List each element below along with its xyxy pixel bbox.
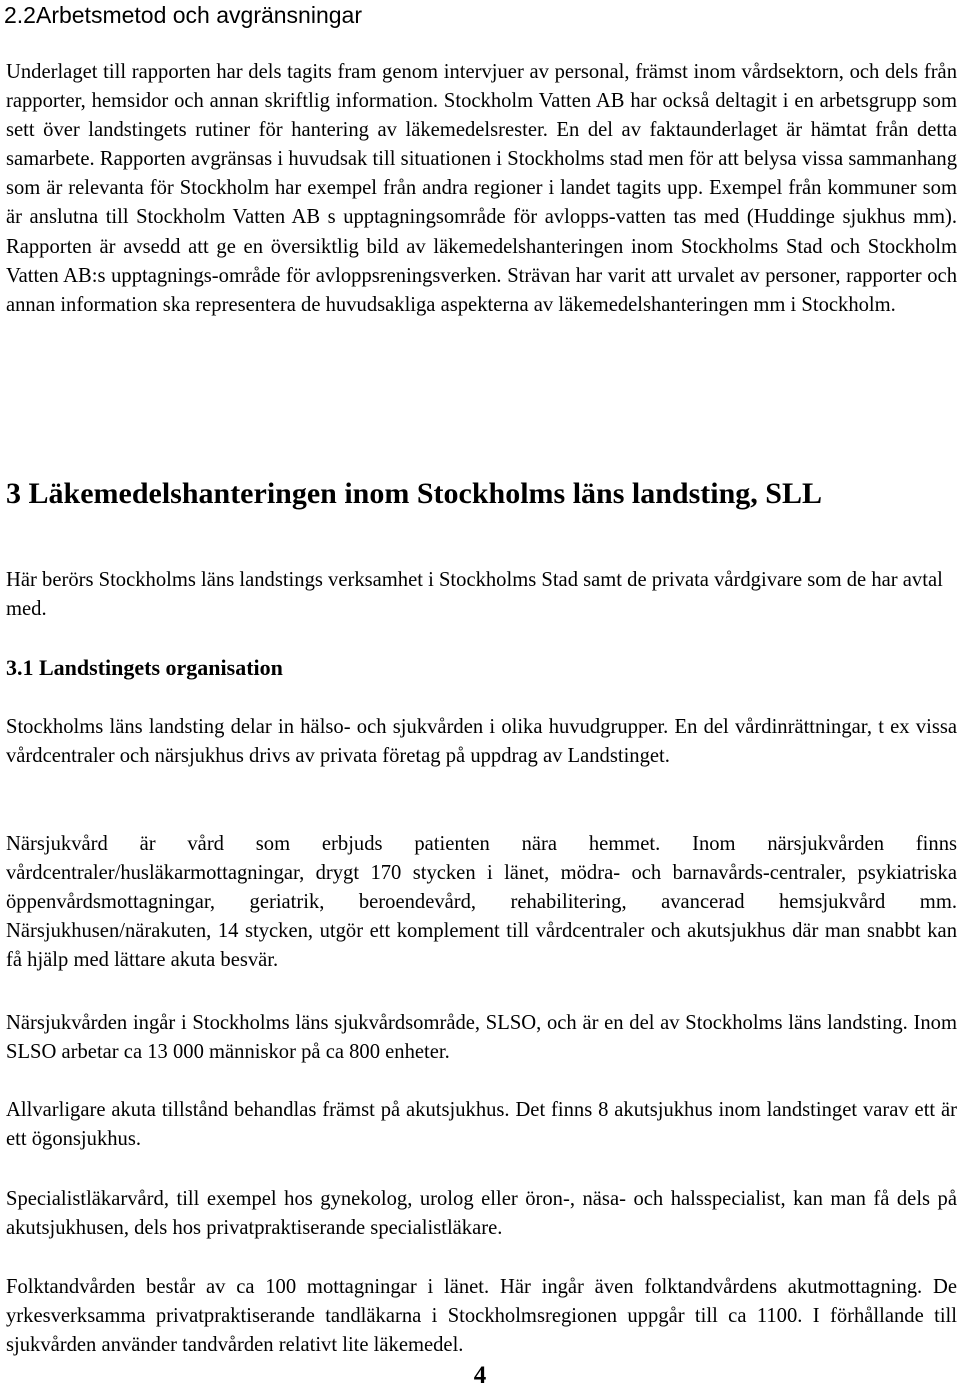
section-2-2-paragraph: Underlaget till rapporten har dels tagits fram genom intervjuer av personal, främst inom vårdsektorn, och dels från rapporter, hemsidor och annan skriftlig information. Stockholm Vatten AB har också deltagit i en arbetsgrupp som sett över landstingets rutiner för hantering av läkemedelsrester. En del av faktaunderlaget är hämtat från detta samarbete. Rapporten avgränsas i huvudsak till situationen i Stockholms stad men för att belysa vissa sammanhang som är relevanta för Stockholm har exempel från andra regioner i landet tagits upp. Exempel från kommuner som är anslutna till Stockholm Vatten AB s upptagningsområde för avlopps-vatten tas med (Huddinge sjukhus mm). Rapporten är avsedd att ge en översiktlig bild av läkemedelshanteringen inom Stockholms Stad och Stockholm Vatten AB:s upptagnings-område för avloppsreningsverken. Strävan har varit att urvalet av personer, rapporter och annan information ska representera de huvudsakliga aspekterna av läkemedelshanteringen mm i Stockholm. xyxy=(6,61,957,316)
section-heading-2-2: 2.2Arbetsmetod och avgränsningar xyxy=(4,2,362,28)
narsjukvard-paragraph: Närsjukvård är vård som erbjuds patienten nära hemmet. Inom närsjukvården finns vårdcentraler/husläkarmottagningar, drygt 170 stycken i länet, mödra- och barnavårds-centraler, psykiatriska öppenvårdsmottagningar, geriatrik, beroendevård, rehabilitering, avancerad hemsjukvård mm. Närsjukhusen/närakuten, 14 stycken, utgör ett komplement till vårdcentraler och akutsjukhus där man snabbt kan få hjälp med lättare akuta besvär. xyxy=(6,833,957,972)
folktandvard-paragraph: Folktandvården består av ca 100 mottagningar i länet. Här ingår även folktandvårdens akutmottagning. De yrkesverksamma privatpraktiserande tandläkarna i Stockholmsregionen uppgår till ca 1100. I förhållande till sjukvården använder tandvården relativt lite läkemedel. xyxy=(6,1276,957,1357)
page-number: 4 xyxy=(473,1362,487,1389)
organisation-paragraph: Stockholms läns landsting delar in hälso- och sjukvården i olika huvudgrupper. En del vårdinrättningar, t ex vissa vårdcentraler och närsjukhus drivs av privata företag på uppdrag av Landstinget. xyxy=(6,716,957,768)
slso-paragraph: Närsjukvården ingår i Stockholms läns sjukvårdsområde, SLSO, och är en del av Stockholms läns landsting. Inom SLSO arbetar ca 13 000 människor på ca 800 enheter. xyxy=(6,1012,957,1064)
specialistlakarvard-paragraph: Specialistläkarvård, till exempel hos gynekolog, urolog eller öron-, näsa- och halsspecialist, kan man få dels på akutsjukhusen, dels hos privatpraktiserande specialistläkare. xyxy=(6,1188,957,1240)
section-heading-3-1: 3.1 Landstingets organisation xyxy=(6,655,283,680)
section-3-intro-paragraph: Här berörs Stockholms läns landstings verksamhet i Stockholms Stad samt de privata vårdgivare som de har avtal med. xyxy=(6,569,943,621)
section-heading-3: 3 Läkemedelshanteringen inom Stockholms läns landsting, SLL xyxy=(6,477,822,510)
akutsjukhus-paragraph: Allvarligare akuta tillstånd behandlas främst på akutsjukhus. Det finns 8 akutsjukhus inom landstinget varav ett är ett ögonsjukhus. xyxy=(6,1099,957,1151)
